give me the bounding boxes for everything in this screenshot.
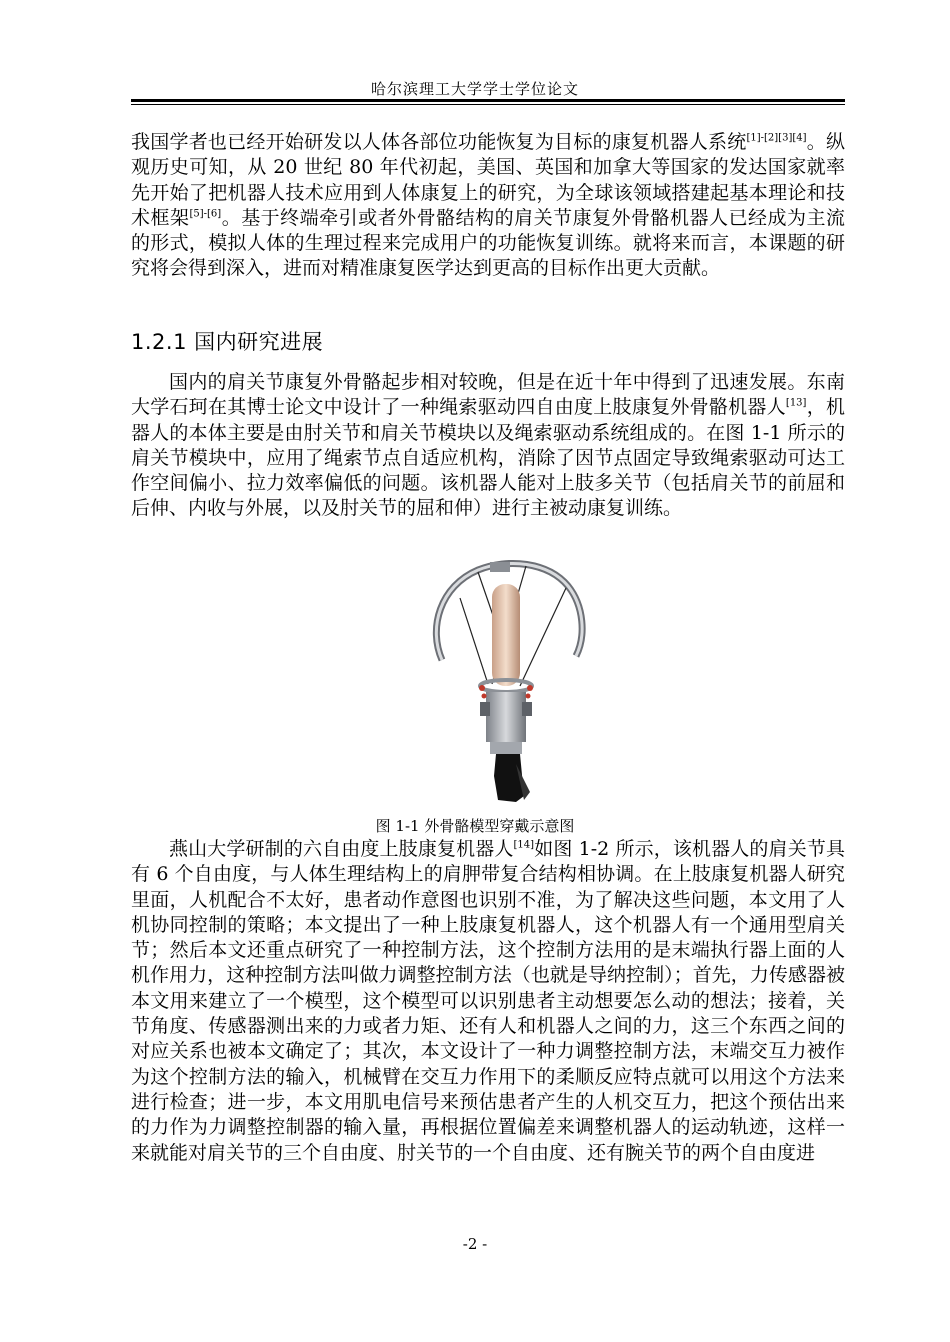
- figure-caption: 图 1-1 外骨骼模型穿戴示意图: [375, 817, 575, 835]
- intro-text-3: 。基于终端牵引或者外骨骼结构的肩关节康复外骨骼机器人已经成为主流的形式，模拟人体的生理过程来完成用户的功能恢复训练。就将来而言，本课题的研究将会得到深入，进而对精准康复医学达到更高的目标作出更大贡献。: [131, 206, 845, 280]
- paragraph2-text-1: 国内的肩关节康复外骨骼起步相对较晚，但是在近十年中得到了迅速发展。东南大学石珂在其博士论文中设计了一种绳索驱动四自由度上肢康复外骨骼机器人: [131, 371, 845, 419]
- paragraph2-text-2: ，机器人的本体主要是由肘关节和肩关节模块以及绳索驱动系统组成的。在图 1-1 所示的肩关节模块中，应用了绳索节点自适应机构，消除了因节点固定导致绳索驱动可达工作空间偏小、拉力效率偏低的问题。该机器人能对上肢多关节（包括肩关节的前屈和后伸、内收与外展，以及肘关节的屈和伸）进行主被动康复训练。: [131, 396, 845, 520]
- citation-13: [13]: [785, 397, 807, 409]
- intro-paragraph: [131, 130, 845, 282]
- header-rule-thick: [131, 99, 845, 102]
- paragraph-domestic-research: [131, 370, 845, 522]
- page-number: -2 -: [462, 1235, 488, 1253]
- running-header: 哈尔滨理工大学学士学位论文: [370, 80, 579, 98]
- paragraph3-text-2: 如图 1-2 所示，该机器人的肩关节具有 6 个自由度，与人体生理结构上的肩胛带复合结构相协调。在上肢康复机器人研究里面，人机配合不太好，患者动作意图也识别不准，为了解决这些问题，本文用了人机协同控制的策略；本文提出了一种上肢康复机器人，这个机器人有一个通用型肩关节；然后本文还重点研究了一种控制方法，这个控制方法用的是末端执行器上面的人机作用力，这种控制方法叫做力调整控制方法（也就是导纳控制）；首先，力传感器被本文用来建立了一个模型，这个模型可以识别患者主动想要怎么动的想法；接着，关节角度、传感器测出来的力或者力矩、还有人和机器人之间的力，这三个东西之间的对应关系也被本文确定了；其次，本文设计了一种力调整控制方法，末端交互力被作为这个控制方法的输入，机械臂在交互力作用下的柔顺反应特点就可以用这个方法来进行检查；进一步，本文用肌电信号来预估患者产生的人机交互力，把这个预估出来的力作为力调整控制器的输入量，再根据位置偏差来调整机器人的运动轨迹，这样一来就能对肩关节的三个自由度、肘关节的一个自由度、还有腕关节的两个自由度进: [131, 838, 845, 1164]
- intro-text-1: 我国学者也已经开始研发以人体各部位功能恢复为目标的康复机器人系统: [131, 131, 747, 153]
- header-rule-thin: [131, 104, 845, 105]
- citation-2: [5]-[6]: [189, 208, 222, 220]
- paragraph-yanshan-robot: [131, 837, 845, 1166]
- section-heading: 1.2.1 国内研究进展: [131, 330, 324, 354]
- intro-text-2: 。纵观历史可知，从 20 世纪 80 年代初起，美国、英国和加拿大等国家的发达国家就率先开始了把机器人技术应用到人体康复上的研究，为全球该领域搭建起基本理论和技术框架: [131, 131, 845, 229]
- citation-14: [14]: [513, 839, 535, 851]
- exoskeleton-illustration: [420, 556, 590, 808]
- citation-1: [1]-[2][3][4]: [746, 132, 807, 144]
- paragraph3-text-1: 燕山大学研制的六自由度上肢康复机器人: [169, 838, 514, 860]
